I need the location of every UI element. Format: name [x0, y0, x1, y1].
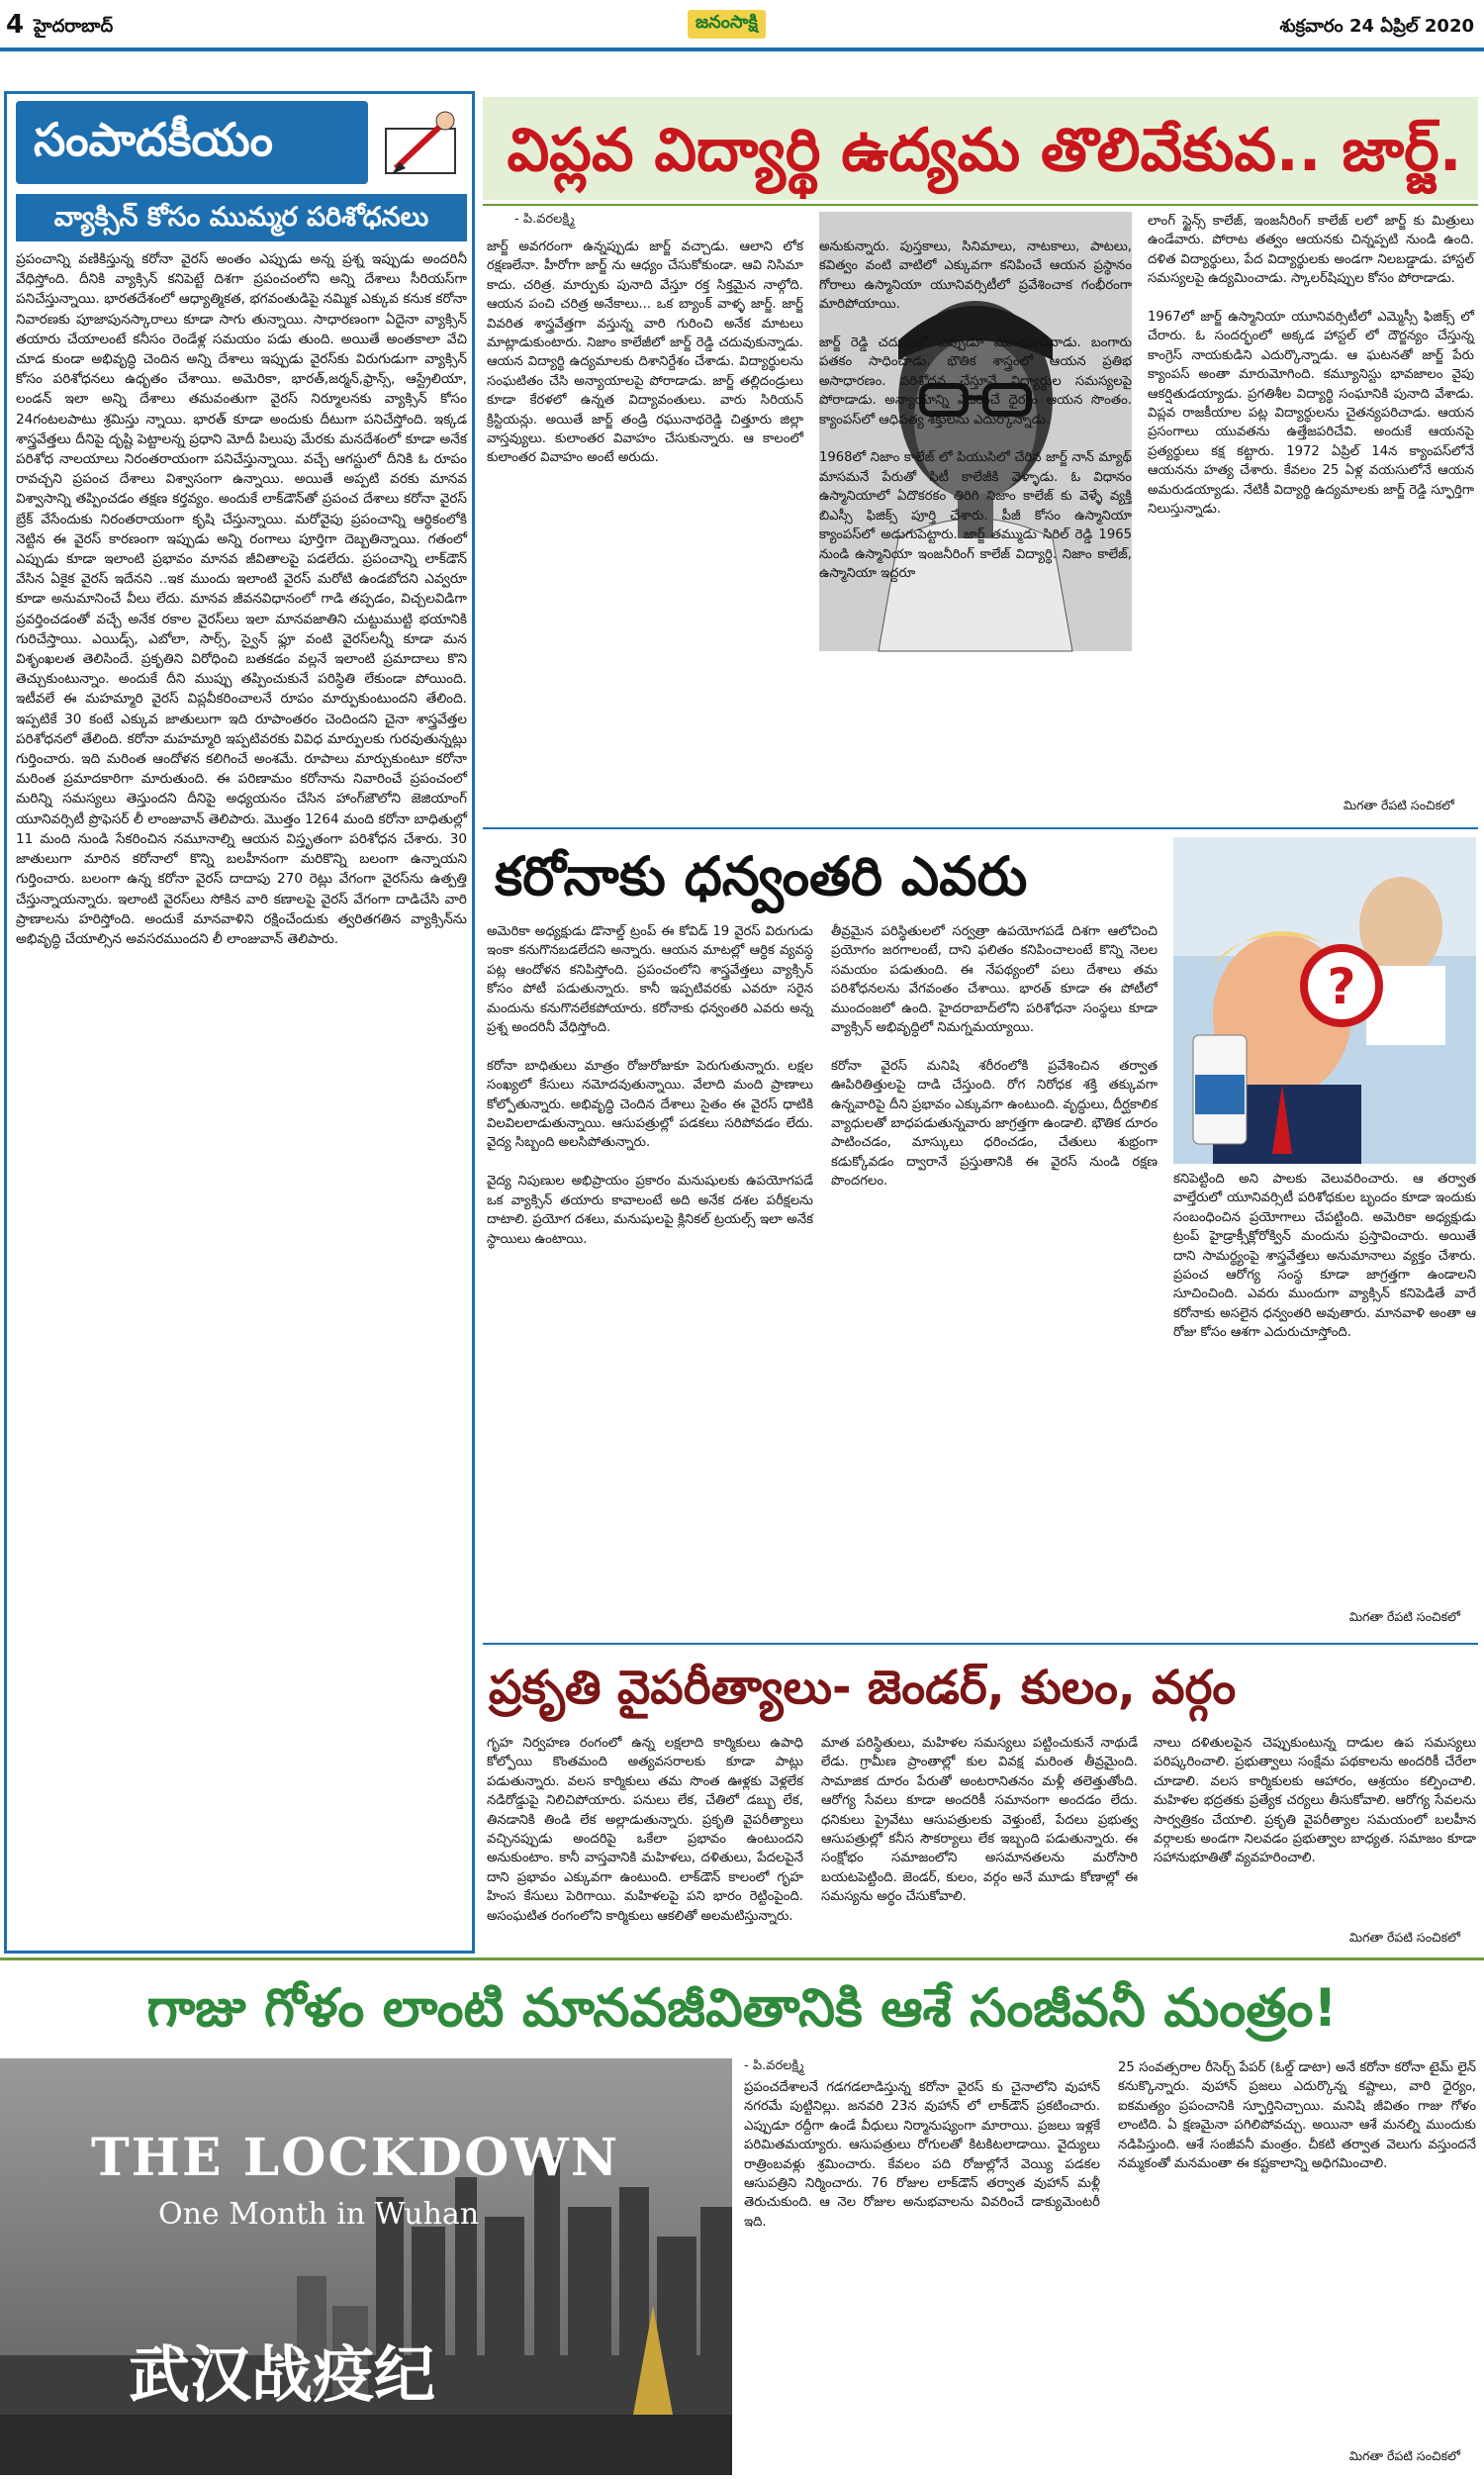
issue-date: శుక్రవారం 24 ఏప్రిల్ 2020: [1279, 16, 1474, 37]
lockdown-poster: [0, 2058, 732, 2475]
article1-byline: - పి.వరలక్ష్మి: [514, 212, 575, 227]
lockdown-continued: మిగతా రేపటి సంచికలో: [1348, 2448, 1460, 2463]
pen-icon: [376, 99, 465, 188]
article2-top-rule: [483, 827, 1478, 829]
article1-col3: లాంగ్ స్టైన్స్ కాలేజ్, ఇంజనీరింగ్ కాలేజ్ లలో జార్జ్ కు మిత్రులు ఉండేవారు. పోరాట తత్వం ఆయనకు చిన్నప్పటి నుండి ఉంది. దళిత విద్యార్థులు, పేద విద్యార్థులకు అండగా నిలబడ్డాడు. హాస్టల్ సమస్యలపై ఉద్యమించాడు. స్కాలర్‌షిప్పుల కోసం పోరాడాడు. 1967లో జార్జ్ ఉస్మానియా యూనివర్సిటీలో ఎమ్మెస్సీ ఫిజిక్స్ లో చేరారు. ఓ సందర్భంలో అక్కడ హాస్టల్ లో దౌర్జన్యం చేస్తున్న కాంగ్రెస్ నాయకుడిని ఎదుర్కొన్నాడు. ఆ ఘటనతో జార్జ్ పేరు క్యాంపస్ అంతా మారుమోగింది. కమ్యూనిస్టు భావజాలం వైపు ఆకర్షితుడయ్యాడు. ప్రగతిశీల విద్యార్థి సంఘానికి పునాది వేశాడు. విప్లవ రాజకీయాల పట్ల విద్యార్థులను చైతన్యపరిచాడు. ఆయన ప్రసంగాలు యువతను ఉత్తేజపరిచేవి. అందుకే ఆయనపై ప్రత్యర్థులు కక్ష కట్టారు. 1972 ఏప్రిల్ 14న క్యాంపస్‌లోనే ఆయనను హత్య చేశారు. కేవలం 25 ఏళ్ల వయసులోనే ఆయన అమరుడయ్యాడు. నేటికీ విద్యార్థి ఉద్యమాలకు జార్జ్ రెడ్డి స్ఫూర్తిగా నిలుస్తున్నాడు.: [1148, 214, 1474, 518]
article1-col2: అనుకున్నారు. పుస్తకాలు, సినిమాలు, నాటకాలు, పాటలు, కవిత్వం వంటి వాటిలో ఎక్కువగా కనిపించే ఆయన ప్రస్థానం గోరాలు ఉస్మానియా యూనివర్సిటీలో ప్రవేశించాక గంభీరంగా మారిపోయాయి. జార్జ్ రెడ్డి చదువులో ఎప్పుడూ ముందుండేవాడు. బంగారు పతకం సాధించాడు. భౌతిక శాస్త్రంలో ఆయన ప్రతిభ అసాధారణం. పరిశోధన చేస్తూనే విద్యార్థుల సమస్యలపై పోరాడాడు. అన్యాయాన్ని ఎదిరించే ధైర్యం ఆయన సొంతం. క్యాంపస్‌లో ఆధిపత్య శక్తులను ఎదుర్కొన్నాడు. 1968లో నిజాం కాలేజ్ లో పియుసిలో చేరిన జార్జ్ నాన్ మ్యాథ్ మాసమనే పేరుతో సిటీ కాలేజీకి వెళ్ళాడు. ఓ విధానం ఉస్మానియాలో ఏదొకరకం తిరిగి నిజాం కాలేజ్ కు వెళ్ళే వ్యక్తి బిఎస్సీ ఫిజిక్స్ పూర్తి చేశారు. పీజీ కోసం ఉస్మానియా క్యాంపస్‌లో అడుగుపెట్టారు. జార్జ్ తమ్ముడు సిరిల్ రెడ్డి 1965 నుండి ఉస్మానియా ఇంజనీరింగ్ కాలేజ్ విద్యార్థి. నిజాం కాలేజ్, ఉస్మానియా ఇద్దరూ: [819, 239, 1132, 581]
article1-continued: మిగతా రేపటి సంచికలో: [1343, 798, 1454, 812]
editorial-body: ప్రపంచాన్ని వణికిస్తున్న కరోనా వైరస్ అంతం ఎప్పుడు అన్న ప్రశ్న ఇప్పుడు అందరినీ వేధిస్తోంది. దీనికి వ్యాక్సిన్ కనిపెట్టే దిశగా ప్రపంచంలోని అన్ని దేశాలు సీరియస్‌గా పనిచేస్తున్నాయి. భారతదేశంలో ఆధ్యాత్మికత, భగవంతుడిపై నమ్మిక ఎక్కువ కనుక కరోనా నివారణకు పూజాపునస్కారాలు కూడా సాగు తున్నాయి. సాధారణంగా ఏదైనా వ్యాక్సిన్ తయారు చేయాలంటే కనీసం రెండేళ్ల సమయం పడు తుంది. అయితే అంతకాలా వేచి చూడ కుండా అభివృద్ధి చెందిన అన్ని దేశాలు ఇప్పుడు వైరస్‌కు విరుగుడుగా వ్యాక్సిన్ కోసం పరిశోధనలు ఉధృతం చేశాయి. అమెరికా, భారత్,జర్మన్,ఫ్రాన్స్, ఆస్ట్రేలియా, లండన్ ఇలా అన్ని దేశాలు తమవంతుగా వైరస్ నిర్మూలనకు వ్యాక్సిన్ కోసం 24గంటలపాటు శ్రమిస్తు న్నాయి. భారత్ కూడా అందుకు దీటుగా పనిచేస్తోంది. ఇక్కడ శాస్త్రవేత్తలు దీనిపై దృష్టి పెట్టాలన్న ప్రధాని మోదీ పిలుపు మేరకు మనదేశంలో కూడా అనేక పరిశోధ నాలయాలు నిరంతరాయంగా పనిచేస్తున్నాయి. వచ్చే ఆగస్టులో దీనికి ఓ రూపం రావచ్చని ప్రపంచ దేశాలు విశ్వాసంగా ఉన్నాయి. అయితే అప్పటి వరకు మానవ విశ్వాసాన్ని తప్పించడం తక్షణ కర్తవ్యం. అందుకే లాక్‌డౌన్‌తో ప్రపంచ దేశాలు కరోనా వైరస్ బ్రేక్ వేసేందుకు నిరంతరాయంగా కృషి చేస్తున్నాయి. మరోవైపు ప్రపంచాన్ని ఆర్థికంలోకి నెట్టిన ఈ వైరస్ కారణంగా ఇప్పుడు అన్ని రంగాలు పూర్తిగా దెబ్బతిన్నాయి. గతంలో ఎప్పుడు కూడా ఇలాంటి ప్రభావం మానవ జీవితాలపై పడలేదు. ప్రపంచాన్ని లాక్‌డౌన్ వేసిన ఏకైక వైరస్ ఇదేనని ..ఇక ముందు ఇలాంటి వైరస్ మరోటి ఉండబోదని ఎవ్వరూ కూడా అనుమానించే వీలు లేదు. మానవ జీవనవిధానంలో గాడి తప్పడం, విచ్చలవిడిగా ప్రవర్తించడంతో వచ్చే అనేక రకాల వైరస్‌లు ఇలా మానవజాతిని చుట్టుముట్టి భయానికి గురిచేస్తాయి. ఎయిడ్స్, ఎబోలా, సార్స్, స్వైన్ ఫ్లూ వంటి వైరస్‌లన్నీ కూడా మన విశృంఖలత తెలిసిందే. ప్రకృతిని విరోధించి బతకడం వల్లనే ఇలాంటి ప్రమాదాలు కొని తెచ్చుకుంటున్నాం. అందుకే దీని ముప్పు తప్పించుకునే పరిస్థితి లేకుండా పోయింది. ఇటీవలే ఈ మహమ్మారి వైరస్ విప్లవీకరించాలనే రూపం మార్పుకుంటుందని తేలింది. ఇప్పటికే 30 కంటే ఎక్కువ జాతులుగా ఇది రూపాంతరం చెందిందని చైనా శాస్త్రవేత్తల పరిశోధనలో తేలింది. కరోనా మహమ్మారి ఇప్పటివరకు వివిధ మార్పులకు గురవుతున్నట్లు గుర్తించారు. ఇది మరింత ఆందోళన కలిగించే అంశమే. రూపాలు మార్చుకుంటూ కరోనా మరింత ప్రమాదకారిగా మారుతుంది. ఈ పరిణామం కరోనాను నివారించే ప్రపంచంలో మరిన్ని సమస్యలు తెస్తుందని దీనిపై అధ్యయనం చేసిన హాంగ్‌జౌలోని జెజియాంగ్ యూనివర్సిటీ ప్రొఫెసర్ లీ లాంజువాన్ తెలిపారు. మొత్తం 1264 మంది కరోనా బాధితుల్లో 11 మంది నుండి సేకరించిన నమూనాల్ని ఆయన విస్తృతంగా పరిశోధన చేశారు. 30 జాతులుగా మారిన కరోనాలో కొన్ని బలహీనంగా మరికొన్ని బలంగా ఉన్నాయని గుర్తించారు. బలంగా ఉన్న కరోనా వైరస్ దాదాపు 270 రెట్లు వేగంగా వైరస్‌ను ఉత్పత్తి చేస్తున్నాయన్నారు. ఇలాంటి వైరస్‌లు సోకిన వారి కణాలపై వైరస్ వేగంగా దాడిచేసి వారి ప్రాణాలను హరిస్తోంది. అందుకే మానవాళిని రక్షించేందుకు త్వరితగతిన వ్యాక్సిన్‌ను అభివృద్ధి చేయాల్సిన అవసరముందని లీ లాంజువాన్ తెలిపారు.: [16, 251, 472, 947]
lockdown-chinese-title: 武汉战疫纪: [129, 2338, 436, 2411]
lockdown-col1: ప్రపంచదేశాలనే గడగడలాడిస్తున్న కరోనా వైరస్ కు చైనాలోని వుహాన్ నగరమే పుట్టినిల్లు. జనవరి 23న వుహాన్ లో లాక్‌డౌన్ ప్రకటించారు. ఎప్పుడూ రద్దీగా ఉండే వీధులు నిర్మానుష్యంగా మారాయి. ప్రజలు ఇళ్లకే పరిమితమయ్యారు. ఆసుపత్రులు రోగులతో కిటకిటలాడాయి. వైద్యులు రాత్రింబవళ్లు శ్రమించారు. కేవలం పది రోజుల్లోనే వెయ్యి పడకల ఆసుపత్రిని నిర్మించారు. 76 రోజుల లాక్‌డౌన్ తర్వాత వుహాన్ మళ్లీ తెరుచుకుంది. ఆ నెల రోజుల అనుభవాలను వివరించే డాక్యుమెంటరీ ఇది.: [744, 2080, 1105, 2230]
editorial-masthead-text: సంపాదకీయం: [34, 113, 274, 166]
lockdown-byline: - పి.వరలక్ష్మి: [744, 2058, 804, 2073]
article3-col1: గృహ నిర్వహణ రంగంలో ఉన్న లక్షలాది కార్మికులు ఉపాధి కోల్పోయి కొంతమంది అత్యవసరాలకు కూడా పాట్లు పడుతున్నారు. వలస కార్మికులు తమ సొంత ఊళ్లకు వెళ్లలేక నడిరోడ్డుపై నిలిచిపోయారు. పనులు లేక, చేతిలో డబ్బు లేక, తినడానికి తిండి లేక అల్లాడుతున్నారు. ప్రకృతి వైపరీత్యాలు వచ్చినప్పుడు అందరిపై ఒకేలా ప్రభావం ఉంటుందని అనుకుంటాం. కానీ వాస్తవానికి మహిళలు, దళితులు, పేదలపైనే దాని ప్రభావం ఎక్కువగా ఉంటుంది. లాక్‌డౌన్ కాలంలో గృహ హింస కేసులు పెరిగాయి. మహిళలపై పని భారం రెట్టింపైంది. అసంఘటిత రంగంలోని కార్మికులు ఆకలితో అలమటిస్తున్నారు.: [487, 1736, 808, 1924]
article2-continued: మిగతా రేపటి సంచికలో: [1348, 1609, 1460, 1624]
editorial-masthead: [16, 101, 368, 184]
article3-headline: ప్రకృతి వైపరీత్యాలు- జెండర్, కులం, వర్గం: [489, 1661, 1237, 1715]
article2-col3: కనిపెట్టింది అని పాలకు వెలువరించారు. ఆ తర్వాత వాల్తేరులో యూనివర్సిటీ పరిశోధకుల బృందం కూడా ఇందుకు సంబంధించిన ప్రయోగాలు చేపట్టింది. అమెరికా అధ్యక్షుడు ట్రంప్ హైడ్రాక్సీక్లోరోక్విన్ మందును ప్రస్తావించారు. అయితే దాని సామర్థ్యంపై శాస్త్రవేత్తలు అనుమానాలు వ్యక్తం చేశారు. ప్రపంచ ఆరోగ్య సంస్థ కూడా జాగ్రత్తగా ఉండాలని సూచించింది. ఎవరు ముందుగా వ్యాక్సిన్ కనిపెడితే వారే కరోనాకు అసలైన ధన్వంతరి అవుతారు. మానవాళి అంతా ఆ రోజు కోసం ఆశగా ఎదురుచూస్తోంది.: [1173, 1172, 1481, 1341]
article1-col1: జార్జ్ అవగరంగా ఉన్నప్పుడు జార్జ్ వచ్చాడు. ఆలాని లోక రక్షణలేనా. హీరోగా జార్జ్ ను ఆధ్యం చేసుకోకుండా. ఆవి నిసిమా కాదు. చరిత్ర. మార్పుకు పునాది వేస్తూ రక్త సిక్తమైన నాల్గోది. ఆయన పంచి చరిత్ర అనేకాలు... ఒక బ్యాంక్ వాళ్ళ జార్జ్. జార్జ్ వివరిత శాస్త్రవేత్తగా వస్తున్న వారి గురించి అనేక మాటలు మాట్లాడుకుంటారు. నిజాం కాలేజీలో జార్జ్ రెడ్డి చదువుకున్నాడు. ఆయన విద్యార్థి ఉద్యమాలకు దిశానిర్దేశం చేశాడు. విద్యార్థులను సంఘటితం చేసి అన్యాయాలపై పోరాడాడు. జార్జ్ తల్లిదండ్రులు కూడా కేరళలో ఉన్నత విద్యావంతులు. వారు సిరియన్ క్రిస్టియన్లు. అయితే జార్జ్ తండ్రి రఘునాథరెడ్డి చిత్తూరు జిల్లా వాస్తవ్యులు. కులాంతర వివాహం చేసుకున్నారు. ఆ కాలంలో కులాంతర వివాహం అంటే అరుదు.: [487, 239, 808, 466]
collage-illustration: [1173, 837, 1476, 1164]
article3-continued: మిగతా రేపటి సంచికలో: [1348, 1930, 1460, 1945]
lockdown-col2: 25 సంవత్సరాల రీసెర్చ్ పేపర్ (ఓల్డ్ డాటా) అనే కరోనా కరోనా టైమ్ లైన్ కనుక్కొన్నారు. వుహాన్ ప్రజలు ఎదుర్కొన్న కష్టాలు, వారి ధైర్యం, ఐకమత్యం ప్రపంచానికి స్ఫూర్తినిచ్చాయి. మనిషి జీవితం గాజు గోళం లాంటిది. ఏ క్షణమైనా పగిలిపోవచ్చు. అయినా ఆశే మనల్ని ముందుకు నడిపిస్తుంది. ఆశే సంజీవనీ మంత్రం. చీకటి తర్వాత వెలుగు వస్తుందనే నమ్మకంతో మనమంతా ఈ కష్టకాలాన్ని అధిగమించాలి.: [1118, 2060, 1481, 2172]
article1-headline: విప్లవ విద్యార్థి ఉద్యమ తొలివేకువ.. జార్జ్.: [507, 116, 1462, 185]
article3-col3: నాలు దళితులపైన చెప్పుకుంటున్న దాడుల ఉప సమస్యలు పరిష్కరించాలి. ప్రభుత్వాలు సంక్షేమ పథకాలను అందరికీ చేరేలా చూడాలి. వలస కార్మికులకు ఆహారం, ఆశ్రయం కల్పించాలి. మహిళల భద్రతకు ప్రత్యేక చర్యలు తీసుకోవాలి. ఆరోగ్య సేవలను సార్వత్రికం చేయాలి. ప్రకృతి వైపరీత్యాల సమయంలో బలహీన వర్గాలకు అండగా నిలవడం ప్రభుత్వాల బాధ్యత. సమాజం కూడా సహానుభూతితో వ్యవహరించాలి.: [1154, 1736, 1481, 1866]
banner-headline: గాజు గోళం లాంటి మానవజీవితానికి ఆశే సంజీవనీ మంత్రం!: [146, 1978, 1338, 2039]
article2-col2: తీవ్రమైన పరిస్థితులలో సర్వత్రా ఉపయోగపడే దిశగా ఆలోచించి ప్రయోగం జరగాలంటే, దాని ఫలితం కనిపించాలంటే కొన్ని నెలల సమయం పడుతుంది. ఈ నేపథ్యంలో పలు దేశాలు తమ పరిశోధనలను వేగవంతం చేశాయి. భారత్ కూడా ఈ పోటీలో ముందంజలో ఉంది. హైదరాబాద్‌లోని పరిశోధనా సంస్థలు కూడా వ్యాక్సిన్ అభివృద్ధిలో నిమగ్నమయ్యాయి. కరోనా వైరస్ మనిషి శరీరంలోకి ప్రవేశించిన తర్వాత ఊపిరితిత్తులపై దాడి చేస్తుంది. రోగ నిరోధక శక్తి తక్కువగా ఉన్నవారిపై దీని ప్రభావం ఎక్కువగా ఉంటుంది. వృద్ధులు, దీర్ఘకాలిక వ్యాధులతో బాధపడుతున్నవారు జాగ్రత్తగా ఉండాలి. భౌతిక దూరం పాటించడం, మాస్కులు ధరించడం, చేతులు శుభ్రంగా కడుక్కోవడం ద్వారానే ప్రస్తుతానికి ఈ వైరస్ నుండి రక్షణ పొందగలం.: [831, 924, 1158, 1190]
article2-col1: అమెరికా అధ్యక్షుడు డొనాల్డ్ ట్రంప్ ఈ కోవిడ్ 19 వైరస్ విరుగుడు ఇంకా కనుగొనబడలేదని అన్నారు. ఆయన మాటల్లో ఆర్థిక వ్యవస్థ పట్ల ఆందోళన కనిపిస్తోంది. ప్రపంచంలోని శాస్త్రవేత్తలు వ్యాక్సిన్ కోసం పోటీ పడుతున్నారు. కానీ ఇప్పటివరకు ఎవరూ సరైన మందును కనుగొనలేకపోయారు. కరోనాకు ధన్వంతరి ఎవరు అన్న ప్రశ్న అందరినీ వేధిస్తోంది. కరోనా బాధితులు మాత్రం రోజురోజుకూ పెరుగుతున్నారు. లక్షల సంఖ్యలో కేసులు నమోదవుతున్నాయి. వేలాది మంది ప్రాణాలు కోల్పోతున్నారు. అభివృద్ధి చెందిన దేశాలు సైతం ఈ వైరస్ ధాటికి విలవిలలాడుతున్నాయి. ఆసుపత్రుల్లో పడకలు సరిపోవడం లేదు. వైద్య సిబ్బంది అలసిపోతున్నారు. వైద్య నిపుణుల అభిప్రాయం ప్రకారం మనుషులకు ఉపయోగపడే ఒక వ్యాక్సిన్ తయారు కావాలంటే అది అనేక దశల పరీక్షలను దాటాలి. ప్రయోగ దశలు, మనుషులపై క్లినికల్ ట్రయల్స్ ఇలా అనేక స్థాయిలు ఉంటాయి.: [487, 924, 813, 1247]
editorial-headline: వ్యాక్సిన్ కోసం ముమ్మర పరిశోధనలు: [16, 194, 467, 241]
banner-top-rule: [0, 1957, 1484, 1960]
article1-rule: [483, 204, 1478, 206]
lockdown-subtitle: One Month in Wuhan: [158, 2197, 480, 2232]
paper-logo: జనంసాక్షి: [688, 10, 766, 39]
article2-headline: కరోనాకు ధన్వంతరి ఎవరు: [495, 845, 1028, 907]
trump-vaccine-photo: [1173, 837, 1476, 1164]
article3-top-rule: [483, 1643, 1478, 1645]
page-number: 4: [6, 10, 25, 40]
svg-text:?: ?: [1327, 958, 1356, 1015]
lockdown-title: THE LOCKDOWN: [91, 2128, 620, 2188]
article3-col2: మాత పరిస్థితులు, మహిళల సమస్యలు పట్టించుకునే నాథుడే లేడు. గ్రామీణ ప్రాంతాల్లో కుల వివక్ష మరింత తీవ్రమైంది. సామాజిక దూరం పేరుతో అంటరానితనం మళ్లీ తలెత్తుతోంది. ఆరోగ్య సేవలు కూడా అందరికీ సమానంగా అందడం లేదు. ధనికులు ప్రైవేటు ఆసుపత్రులకు వెళ్తుంటే, పేదలు ప్రభుత్వ ఆసుపత్రుల్లో కనీస సౌకర్యాలు లేక ఇబ్బంది పడుతున్నారు. ఈ సంక్షోభం సమాజంలోని అసమానతలను మరోసారి బయటపెట్టింది. జెండర్, కులం, వర్గం అనే మూడు కోణాల్లో ఈ సమస్యను అర్థం చేసుకోవాలి.: [821, 1736, 1143, 1905]
header-rule: [0, 48, 1484, 51]
page-header: [0, 0, 1484, 48]
city-label: హైదరాబాద్: [34, 16, 114, 37]
